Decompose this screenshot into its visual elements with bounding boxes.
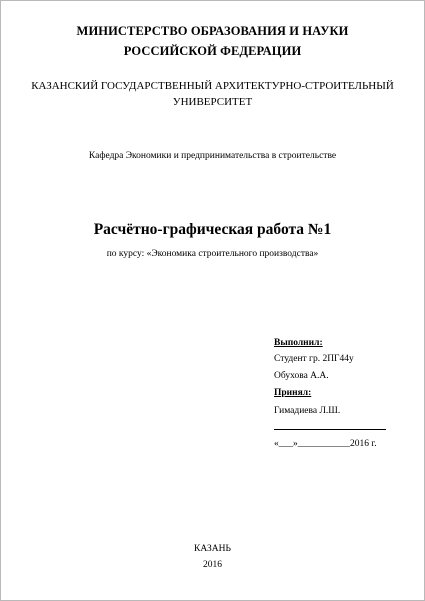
date-line: «___»___________2016 г. bbox=[274, 439, 377, 449]
course-name: по курсу: «Экономика строительного производства» bbox=[106, 249, 319, 259]
city-name: КАЗАНЬ bbox=[194, 544, 231, 554]
year: 2016 bbox=[203, 560, 222, 570]
university-heading bbox=[1, 78, 424, 110]
department-name: Кафедра Экономики и предпринимательства в строительстве bbox=[88, 151, 337, 161]
ministry-line-2: РОССИЙСКОЙ ФЕДЕРАЦИИ bbox=[123, 44, 302, 58]
ministry-heading bbox=[1, 21, 424, 61]
student-group: Студент гр. 2ПГ44у bbox=[274, 354, 354, 364]
work-title: Расчётно-графическая работа №1 bbox=[93, 221, 332, 238]
signature-line bbox=[274, 429, 386, 430]
ministry-line-1: МИНИСТЕРСТВО ОБРАЗОВАНИЯ И НАУКИ bbox=[76, 24, 349, 38]
student-name: Обухова А.А. bbox=[274, 371, 329, 381]
university-line-2: УНИВЕРСИТЕТ bbox=[172, 96, 253, 108]
performed-label: Выполнил: bbox=[274, 338, 323, 348]
teacher-name: Гимадиева Л.Ш. bbox=[274, 406, 341, 416]
accepted-label: Принял: bbox=[274, 388, 312, 398]
university-line-1: КАЗАНСКИЙ ГОСУДАРСТВЕННЫЙ АРХИТЕКТУРНО-СТРОИТЕЛЬНЫЙ bbox=[31, 80, 394, 92]
